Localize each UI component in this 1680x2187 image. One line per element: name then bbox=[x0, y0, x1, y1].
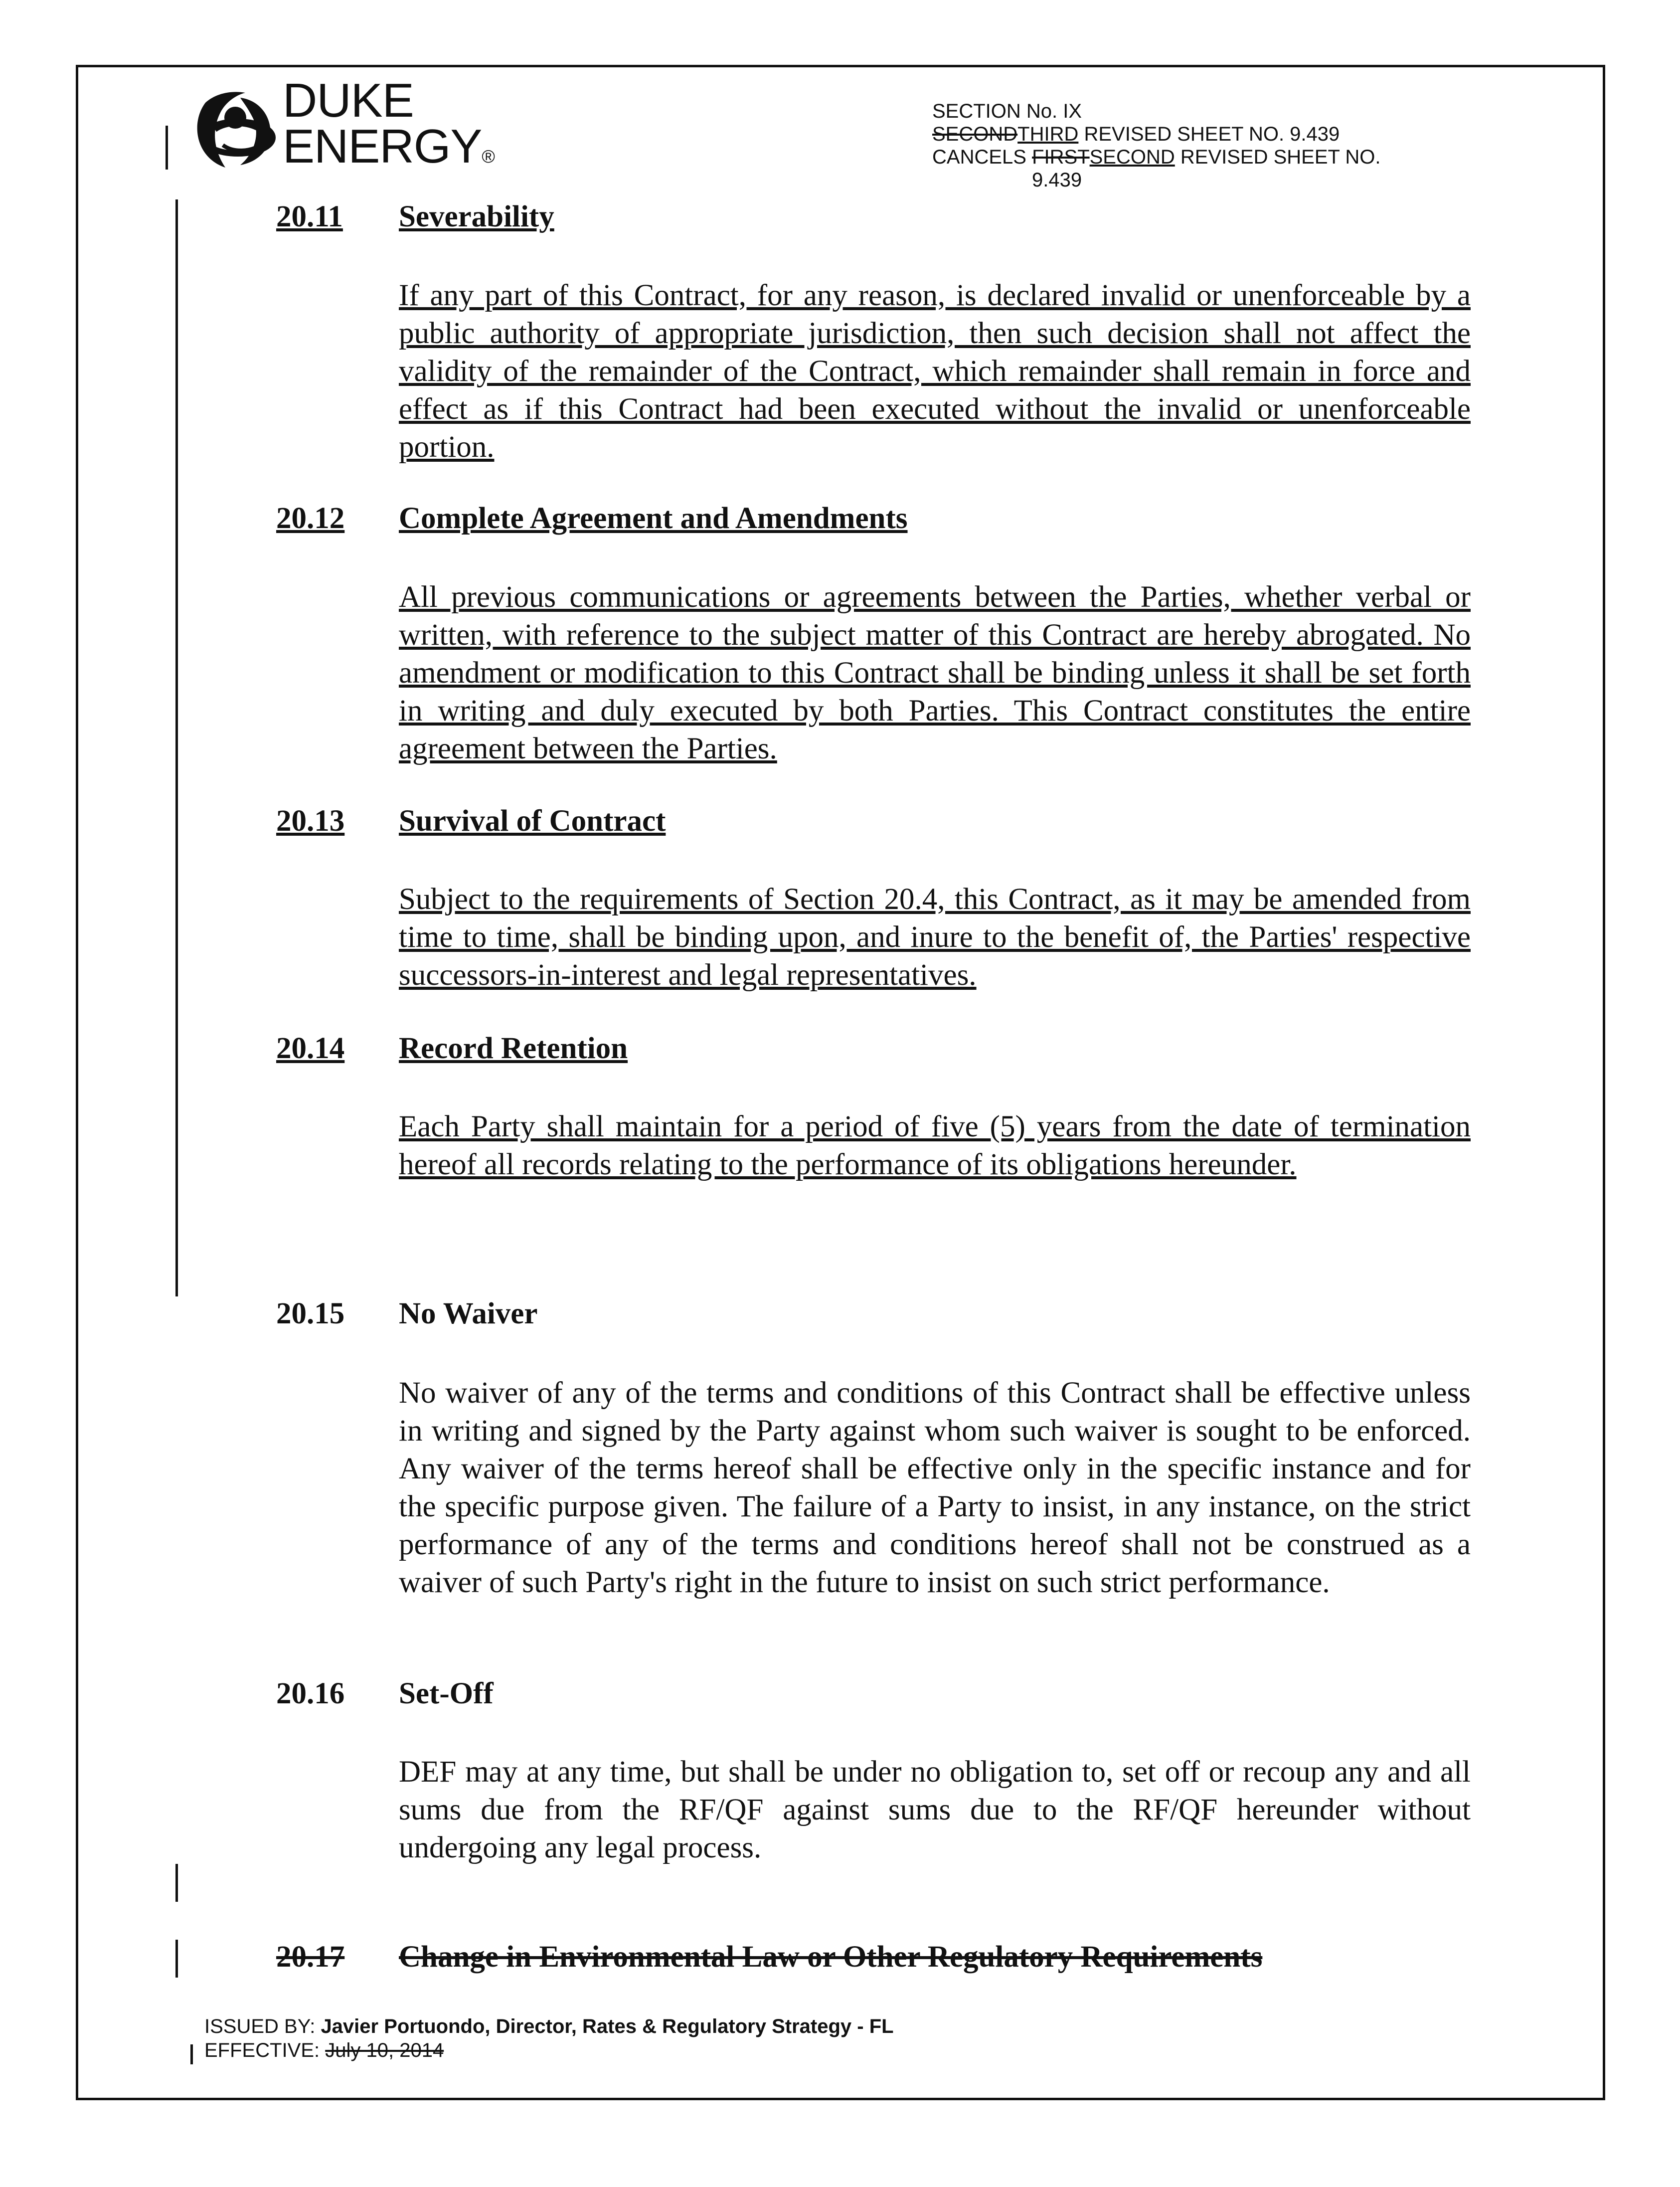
effective-label: EFFECTIVE: bbox=[204, 2039, 320, 2061]
issued-by-label: ISSUED BY: bbox=[204, 2015, 316, 2037]
revision-bar-2017 bbox=[175, 1940, 178, 1978]
effective-date-struck: July 10, 2014 bbox=[325, 2039, 444, 2061]
revision-bar-logo bbox=[166, 126, 168, 170]
revision-rest: REVISED SHEET NO. 9.439 bbox=[1084, 123, 1340, 145]
cancels-struck: FIRST bbox=[1032, 146, 1090, 168]
sheet-footer bbox=[204, 2014, 894, 2062]
issued-by-value: Javier Portuondo, Director, Rates & Regulatory Strategy - FL bbox=[321, 2015, 894, 2037]
section-number: SECTION No. IX bbox=[932, 100, 1082, 122]
cancels-sheet: 9.439 bbox=[1032, 169, 1082, 191]
section-heading-20-12: 20.12 Complete Agreement and Amendments bbox=[276, 502, 908, 535]
section-heading-20-11: 20.11 Severability bbox=[276, 200, 554, 233]
revision-line bbox=[932, 123, 1431, 146]
logo-line-energy: ENERGY® bbox=[283, 120, 495, 173]
section-heading-20-13: 20.13 Survival of Contract bbox=[276, 804, 666, 838]
revision-bar-main bbox=[175, 199, 178, 1296]
section-heading-20-17-struck: 20.17 Change in Environmental Law or Other Regulatory Requirements bbox=[276, 1940, 1263, 1974]
section-text-20-15: No waiver of any of the terms and conditions of this Contract shall be effective unless in writing and signed by the Party against whom such waiver is sought to be enforced. Any waiver of the terms hereof shall be effective only in the specific instance and for the specific purpose given. The failure of a Party to insist, in any instance, on the strict performance of any of the terms and conditions hereof shall not be construed as a waiver of such Party's right in the future to insist on such strict performance. bbox=[399, 1376, 1471, 1599]
duke-energy-logo bbox=[185, 74, 495, 178]
logo-line-duke: DUKE bbox=[283, 74, 414, 127]
revision-struck: SECOND bbox=[932, 123, 1018, 145]
section-heading-20-15: 20.15 No Waiver bbox=[276, 1297, 538, 1330]
section-heading-20-14: 20.14 Record Retention bbox=[276, 1032, 628, 1065]
effective-line bbox=[204, 2038, 894, 2062]
issued-by-line bbox=[204, 2014, 894, 2038]
section-text-20-14: Each Party shall maintain for a period of five (5) years from the date of termination hereof all records relating to the performance of its obligations hereunder. bbox=[399, 1110, 1471, 1181]
revision-bar-setoff bbox=[175, 1864, 178, 1902]
cancels-new: SECOND bbox=[1089, 146, 1175, 168]
sheet-header bbox=[932, 100, 1431, 191]
section-heading-20-16: 20.16 Set-Off bbox=[276, 1677, 494, 1710]
duke-energy-globe-icon bbox=[185, 83, 280, 178]
revision-new: THIRD bbox=[1017, 123, 1079, 145]
section-text-20-11: If any part of this Contract, for any reason, is declared invalid or unenforceable by a public authority of appropriate jurisdiction, then such decision shall not affect the validity of the remainder of the Contract, which remainder shall remain in force and effect as if this Contract had been executed without the invalid or unenforceable portion. bbox=[399, 279, 1471, 464]
section-text-20-16: DEF may at any time, but shall be under no obligation to, set off or recoup any and all sums due from the RF/QF against sums due to the RF/QF hereunder without undergoing any legal process. bbox=[399, 1755, 1471, 1864]
section-text-20-12: All previous communications or agreements between the Parties, whether verbal or written, with reference to the subject matter of this Contract are hereby abrogated. No amendment or modification to this Contract shall be binding unless it shall be set forth in writing and duly executed by both Parties. This Contract constitutes the entire agreement between the Parties. bbox=[399, 580, 1471, 765]
cancels-line: CANCELS FIRSTSECOND REVISED SHEET NO. bbox=[932, 146, 1381, 168]
section-text-20-13: Subject to the requirements of Section 20.4, this Contract, as it may be amended from time to time, shall be binding upon, and inure to the benefit of, the Parties' respective successors-in-interest and legal representatives. bbox=[399, 883, 1471, 992]
registered-mark: ® bbox=[482, 146, 495, 167]
logo-wordmark bbox=[283, 74, 495, 180]
revision-bar-effective bbox=[190, 2044, 193, 2064]
